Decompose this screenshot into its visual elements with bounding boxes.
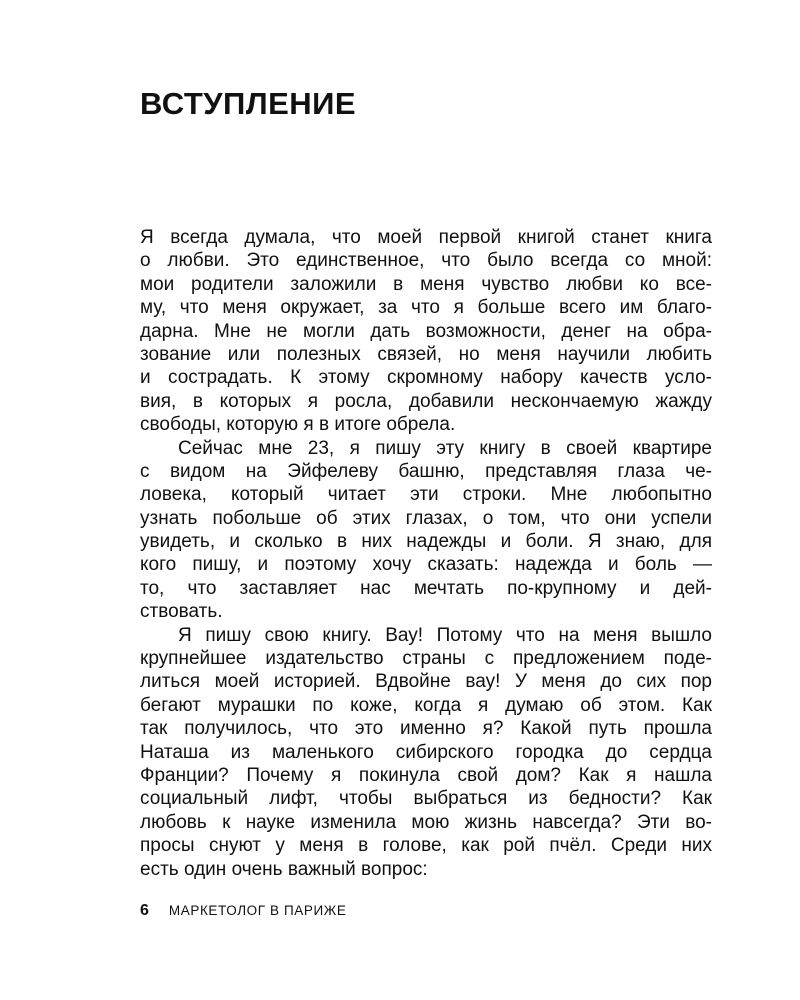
text-line: мои родители заложили в меня чувство любви ко все- (140, 273, 712, 295)
running-title: МАРКЕТОЛОГ В ПАРИЖЕ (168, 903, 347, 918)
text-line: ствовать. (140, 601, 223, 623)
text-line: Франции? Почему я покинула свой дом? Как я нашла (140, 764, 712, 786)
page-number: 6 (140, 902, 149, 919)
text-line: узнать побольше об этих глазах, о том, что они успели (140, 507, 712, 529)
text-line: свободы, которую я в итоге обрела. (140, 414, 456, 436)
text-line: вия, в которых я росла, добавили нескончаемую жажду (140, 390, 712, 412)
paragraph (140, 437, 712, 624)
page-footer (140, 902, 346, 920)
text-line: любовь к науке изменила мою жизнь навсегда? Эти во- (140, 811, 712, 833)
text-line: му, что меня окружает, за что я больше всего им благо- (140, 297, 712, 319)
paragraph (140, 624, 712, 881)
body-text (140, 226, 712, 881)
text-line: Сейчас мне 23, я пишу эту книгу в своей квартире (178, 437, 712, 459)
text-line: крупнейшее издательство страны с предложением поде- (140, 648, 712, 670)
text-line: есть один очень важный вопрос: (140, 858, 428, 880)
text-line: то, что заставляет нас мечтать по-крупному и дей- (140, 577, 712, 599)
text-line: литься моей историей. Вдвойне вау! У меня до сих пор (140, 671, 712, 693)
text-line: так получилось, что это именно я? Какой путь прошла (140, 718, 712, 740)
text-line: Я пишу свою книгу. Вау! Потому что на меня вышло (178, 624, 712, 646)
text-line: о любви. Это единственное, что было всегда со мной: (140, 250, 712, 272)
paragraph (140, 226, 712, 437)
text-line: ловека, который читает эти строки. Мне любопытно (140, 484, 712, 506)
text-line: увидеть, и сколько в них надежды и боли. Я знаю, для (140, 531, 712, 553)
text-line: Я всегда думала, что моей первой книгой станет книга (140, 227, 712, 248)
text-line: зование или полезных связей, но меня научили любить (140, 343, 712, 365)
text-line: с видом на Эйфелеву башню, представляя глаза че- (140, 460, 712, 482)
chapter-title: ВСТУПЛЕНИЕ (140, 86, 357, 121)
text-line: Наташа из маленького сибирского городка до сердца (140, 741, 712, 763)
text-line: бегают мурашки по коже, когда я думаю об этом. Как (140, 694, 712, 716)
text-line: просы снуют у меня в голове, как рой пчёл. Среди них (140, 835, 712, 857)
text-line: кого пишу, и поэтому хочу сказать: надежда и боль — (140, 554, 712, 576)
text-line: и сострадать. К этому скромному набору качеств усло- (140, 367, 712, 389)
text-line: социальный лифт, чтобы выбраться из бедности? Как (140, 788, 712, 810)
text-line: дарна. Мне не могли дать возможности, денег на обра- (140, 320, 712, 342)
